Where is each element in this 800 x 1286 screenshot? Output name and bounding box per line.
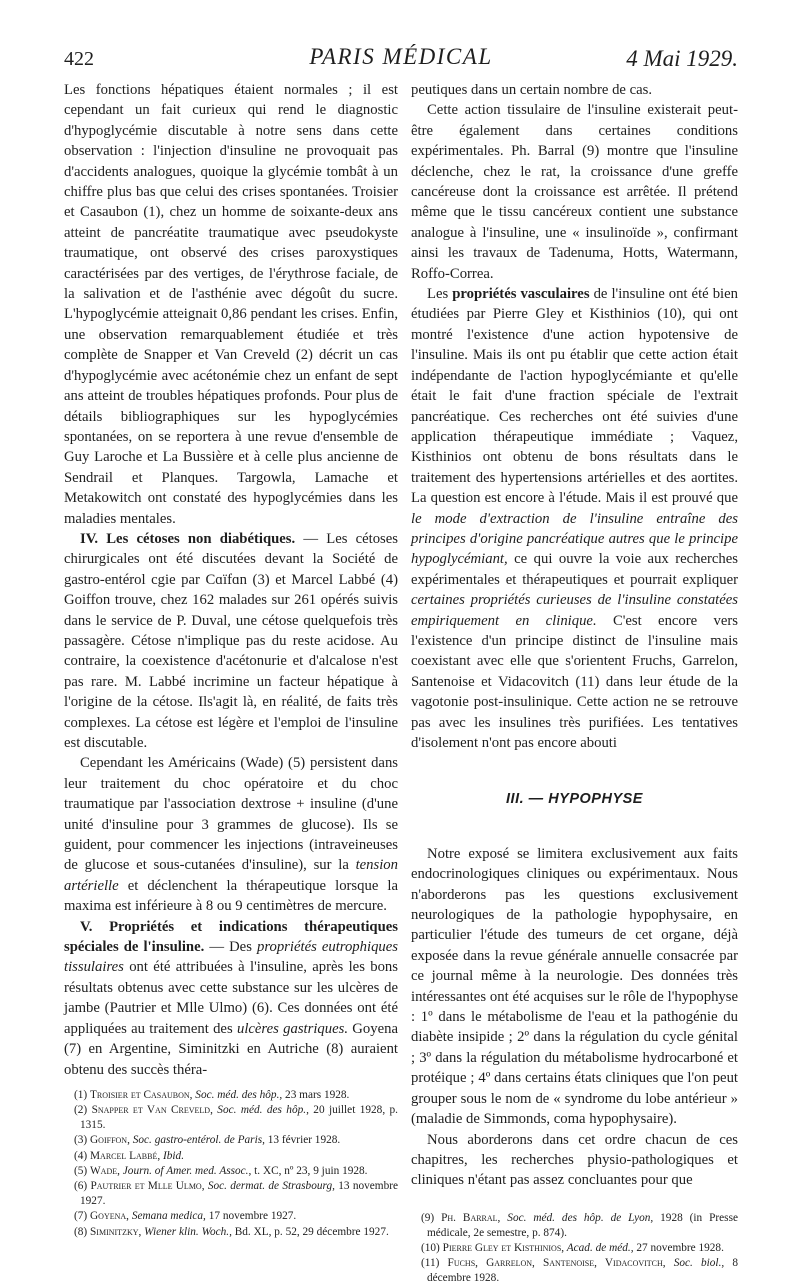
footnote-details: 20 juillet 1928, p. 1315.: [80, 1104, 399, 1131]
left-column: [64, 80, 398, 1240]
left-footnotes: [64, 1088, 398, 1239]
paragraph-text: Les: [427, 286, 453, 303]
paragraph-text: — Des: [204, 939, 257, 956]
footnote-source: Journ. of Amer. med. Assoc.,: [119, 1164, 252, 1177]
paragraph-text: Cette action tissulaire de l'insuline existerait peut-être également dans certaines conditions expérimentales. Ph. Barral (9) montre que l'insuline déclenche, chez le rat, la croissance d'une greffe cancéreuse dont la croissance est arrêtée. Il prétend même que le tissu cancéreux contient une substance analogue à l'insuline, une « insulinoïde », confirmant ainsi les travaux de Tadenuma, Hotts, Watermann, Roffo-Correa.: [411, 102, 738, 282]
footnote-source: Soc. gastro-entérol. de Paris,: [129, 1134, 265, 1147]
section-heading-v: V. Propriétés et indications thérapeutiques spéciales de l'insuline.: [64, 918, 398, 956]
footnote: [411, 1211, 738, 1241]
footnote-author: Ph. Barral,: [441, 1211, 501, 1224]
bold-text: propriétés vasculaires: [452, 286, 590, 303]
paragraph-hypophyse-intro: [411, 844, 738, 1130]
paragraph-text: C'est encore vers l'existence d'un principe distinct de l'insuline mais coexistant avec elle que s'orientent Fruchs, Garrelon, Santenoise et Vidacovitch (11) dans leur étude de la vagotonie post-insulinique. Cette action ne se retrouve pas avec les insulines très purifiées. Les tentatives d'isolement n'ont pas encore abouti: [411, 612, 738, 751]
footnote-source: Soc. dermat. de Strasbourg,: [204, 1180, 335, 1193]
footnote-author: Marcel Labbé,: [90, 1149, 161, 1162]
paragraph-text: Notre exposé se limitera exclusivement aux faits endocrinologiques cliniques ou expérimentaux. Nous n'aborderons pas les questions exclusivement neurologiques de la pathologie hypophysaire, en particulier l'étude des tumeurs de cet organe, déjà exposée dans la revue générale annuelle consacrée par ce journal même à la neurologie. Des données très intéressantes ont été acquises sur le rôle de l'hypophyse : 1º dans le métabolisme de l'eau et la pathogénie du diabète insipide ; 2º dans la régulation du cycle génital ; 3º dans la régulation du métabolisme hydrocarboné et protéique ; 4º dans certains états cliniques que l'on peut grouper sous le nom de « syndrome du lobe antérieur » (maladie de Simmonds, coma hypophysaire).: [411, 845, 738, 1128]
footnote-author: Pautrier et Mlle Ulmo,: [90, 1180, 205, 1193]
paragraph-text: et déclenchent la thérapeutique lorsque la maxima est inférieure à 8 ou 9 centimètres de mercure.: [64, 877, 398, 915]
footnote-number: (7): [74, 1210, 88, 1223]
footnote-author: Troisier et Casaubon,: [90, 1088, 193, 1101]
issue-date: 4 Mai 1929.: [626, 46, 738, 71]
emphasis-text: propriétés eutrophiques tissulaires: [64, 939, 399, 976]
paragraph-therapeutic-properties: [64, 917, 398, 1080]
footnote-number: (11): [421, 1257, 440, 1270]
emphasis-text: ulcères gastriques.: [236, 1020, 349, 1037]
right-column: [411, 80, 738, 1286]
footnote-details: 13 novembre 1927.: [80, 1180, 398, 1207]
paragraph-text: Goyena (7) en Argentine, Siminitzki en Autriche (8) auraient obtenu des succès théra-: [64, 1020, 398, 1078]
footnote-source: Soc. méd. des hôp.,: [192, 1088, 283, 1101]
emphasis-text: tension artérielle: [64, 857, 398, 894]
running-header: [64, 44, 738, 76]
footnote-author: Goyena,: [90, 1210, 129, 1223]
footnote-author: Siminitzky,: [90, 1225, 142, 1238]
paragraph-cetoses: [64, 529, 398, 753]
paragraph-text: ont été attribuées à l'insuline, après les bons résultats obtenus avec cette substance sur les ulcères de jambe (Pautrier et Mlle Ulmo) (6). Ces données ont été appliquées au traitement des: [64, 959, 398, 1037]
paragraph-continuation: [411, 80, 738, 100]
footnote-source: Acad. de méd.,: [564, 1241, 634, 1254]
footnote-details: 1928 (in Presse médicale, 2e semestre, p. 874).: [427, 1211, 738, 1239]
footnote-details: t. XC, nº 23, 9 juin 1928.: [251, 1164, 368, 1177]
footnote-details: 17 novembre 1927.: [205, 1210, 297, 1223]
footnote-number: (3): [74, 1134, 88, 1147]
paragraph-text: peutiques dans un certain nombre de cas.: [411, 82, 653, 98]
paragraph-wade: [64, 753, 398, 916]
right-column-body: [411, 80, 738, 1191]
paragraph-tissue-action: [411, 100, 738, 284]
section-heading-hypophyse: III. — HYPOPHYSE: [506, 791, 643, 808]
paragraph-vascular-properties: [411, 284, 738, 753]
footnote-number: (1): [74, 1088, 88, 1101]
footnote-source: Semana medica,: [129, 1210, 206, 1223]
footnote-number: (6): [74, 1180, 88, 1193]
footnote: [64, 1225, 398, 1240]
paragraph-text: — Les cétoses chirurgicales ont été discutées devant la Société de gastro-entérol cgie par Cɑïfɑn (3) et Marcel Labbé (4) Goiffon trouve, chez 162 malades sur 261 opérés suivis dans le service de P. Duval, une cétose quelquefois très passagère. Cétose n'implique pas du reste acidose. Au contraire, la coexistence d'acétonurie et d'alcalose n'est pas rare. M. Labbé incrimine un facteur hépatique à l'origine de la cétose. Ils'agit là, en réalité, de faits très complexes. La cétose est légère et l'emploi de l'insuline est discutable.: [64, 530, 399, 751]
footnote: [411, 1241, 738, 1256]
paragraph-text: Cependant les Américains (Wade) (5) persistent dans leur traitement du choc opératoire et du choc traumatique par l'association dextrose + insuline (d'une unité d'insuline pour 3 grammes de glucose). Ils se guident, pour commencer les injections (intraveineuses de glucose et sous-cutanées d'insuline), sur la: [64, 755, 398, 874]
section-heading-iv: IV. Les cétoses non diabétiques.: [80, 530, 296, 547]
paragraph-hypophyse-plan: [411, 1130, 738, 1191]
footnote-number: (8): [74, 1225, 88, 1238]
paragraph-text: Les fonctions hépatiques étaient normales ; il est cependant un fait curieux qui rend le diagnostic d'hypoglycémie discutable à notre sens dans cette observation : l'injection d'insuline ne provoquait pas d'accidents analogues, quoique la glycémie tombât à un chiffre plus bas que celui des crises spontanées. Troisier et Casaubon (1), chez un homme de soixante-deux ans atteint de pancréatite traumatique avec pseudokyste traumatique, ont observé des crises paroxystiques caractérisées par des vertiges, de l'érythrose faciale, de la salivation et de l'asthénie avec dégoût du sucre. L'hypoglycémie atteignait 0,86 pendant les crises. Enfin, une observation remarquablement étudiée et très complète de Snapper et Van Creveld (2) décrit un cas d'hypoglycémie avec acétonémie chez un enfant de sept ans atteint de troubles hépatiques profonds. Pour plus de détails bibliographiques sur les hypoglycémies spontanées, on se reportera à une revue d'ensemble de Guy Laroche et La Bussière et à celle plus ancienne de Sendrail et Planques. Targowla, Lamache et Metakowitch ont constaté des hypoglycémies dans les maladies mentales.: [64, 82, 398, 527]
page-number: 422: [64, 48, 94, 70]
footnote: [411, 1256, 738, 1286]
footnote-author: Goiffon,: [90, 1134, 130, 1147]
footnote-number: (9): [421, 1211, 435, 1224]
footnote-details: 13 février 1928.: [264, 1134, 341, 1147]
footnote-details: Bd. XL, p. 52, 29 décembre 1927.: [231, 1225, 389, 1238]
right-footnotes: [411, 1211, 738, 1286]
footnote-author: Fuchs, Garrelon, Santenoise, Vidacovitch,: [447, 1257, 666, 1270]
emphasis-text: le mode d'extraction de l'insuline entraîne des principes d'origine pancréatique autres que le principe hypoglycémiant,: [411, 510, 738, 568]
footnote-details: 8 décembre 1928.: [427, 1257, 738, 1284]
footnote-author: Snapper et Van Creveld,: [91, 1104, 213, 1117]
footnote: [64, 1164, 398, 1179]
footnote-author: Wade,: [90, 1164, 120, 1177]
footnote-number: (2): [74, 1104, 88, 1117]
footnote: [64, 1179, 398, 1209]
footnote-source: Ibid.: [160, 1149, 185, 1162]
footnote: [64, 1149, 398, 1164]
paragraph-text: de l'insuline ont été bien étudiées par Pierre Gley et Kisthinios (10), qui ont montré l'existence d'une action hypotensive de l'insuline. Mais ils ont pu établir que cette action était indépendante de l'action hypoglycémiante et qu'elle était le fait d'une fraction spéciale de l'extrait pancréatique. Ces recherches ont été suivies d'une application thérapeutique immédiate ; Vaquez, Kisthinios ont obtenu de bons résultats dans le traitement des hypertensions artérielles et des aortites. La question est encore à l'étude. Mais il est prouvé que: [411, 286, 738, 507]
footnote-source: Soc. méd. des hôp.,: [212, 1104, 309, 1117]
footnote-number: (4): [74, 1149, 88, 1162]
paragraph-text: ce qui ouvre la voie aux recherches expérimentales et thérapeutiques et pourrait expliquer: [411, 551, 738, 588]
footnote-source: Wiener klin. Woch.,: [141, 1225, 232, 1238]
footnote-details: 27 novembre 1928.: [633, 1241, 724, 1254]
footnote-source: Soc. biol.,: [665, 1257, 725, 1270]
footnote: [64, 1088, 398, 1103]
footnote: [64, 1103, 398, 1133]
footnote-source: Soc. méd. des hôp. de Lyon,: [500, 1211, 654, 1224]
footnote-author: Pierre Gley et Kisthinios,: [442, 1241, 565, 1254]
footnote-details: 23 mars 1928.: [282, 1088, 350, 1101]
footnote-number: (10): [421, 1241, 440, 1254]
emphasis-text: certaines propriétés curieuses de l'insuline constatées empiriquement en clinique.: [411, 592, 738, 629]
paragraph-text: Nous aborderons dans cet ordre chacun de ces chapitres, les recherches physio-pathologiques et cliniques n'étant pas assez concluantes pour que: [411, 1131, 738, 1189]
journal-title: PARIS MÉDICAL: [309, 44, 493, 69]
footnote: [64, 1209, 398, 1224]
paragraph-hypoglycemia: [64, 80, 398, 529]
footnote-number: (5): [74, 1164, 88, 1177]
left-column-body: [64, 80, 398, 1080]
